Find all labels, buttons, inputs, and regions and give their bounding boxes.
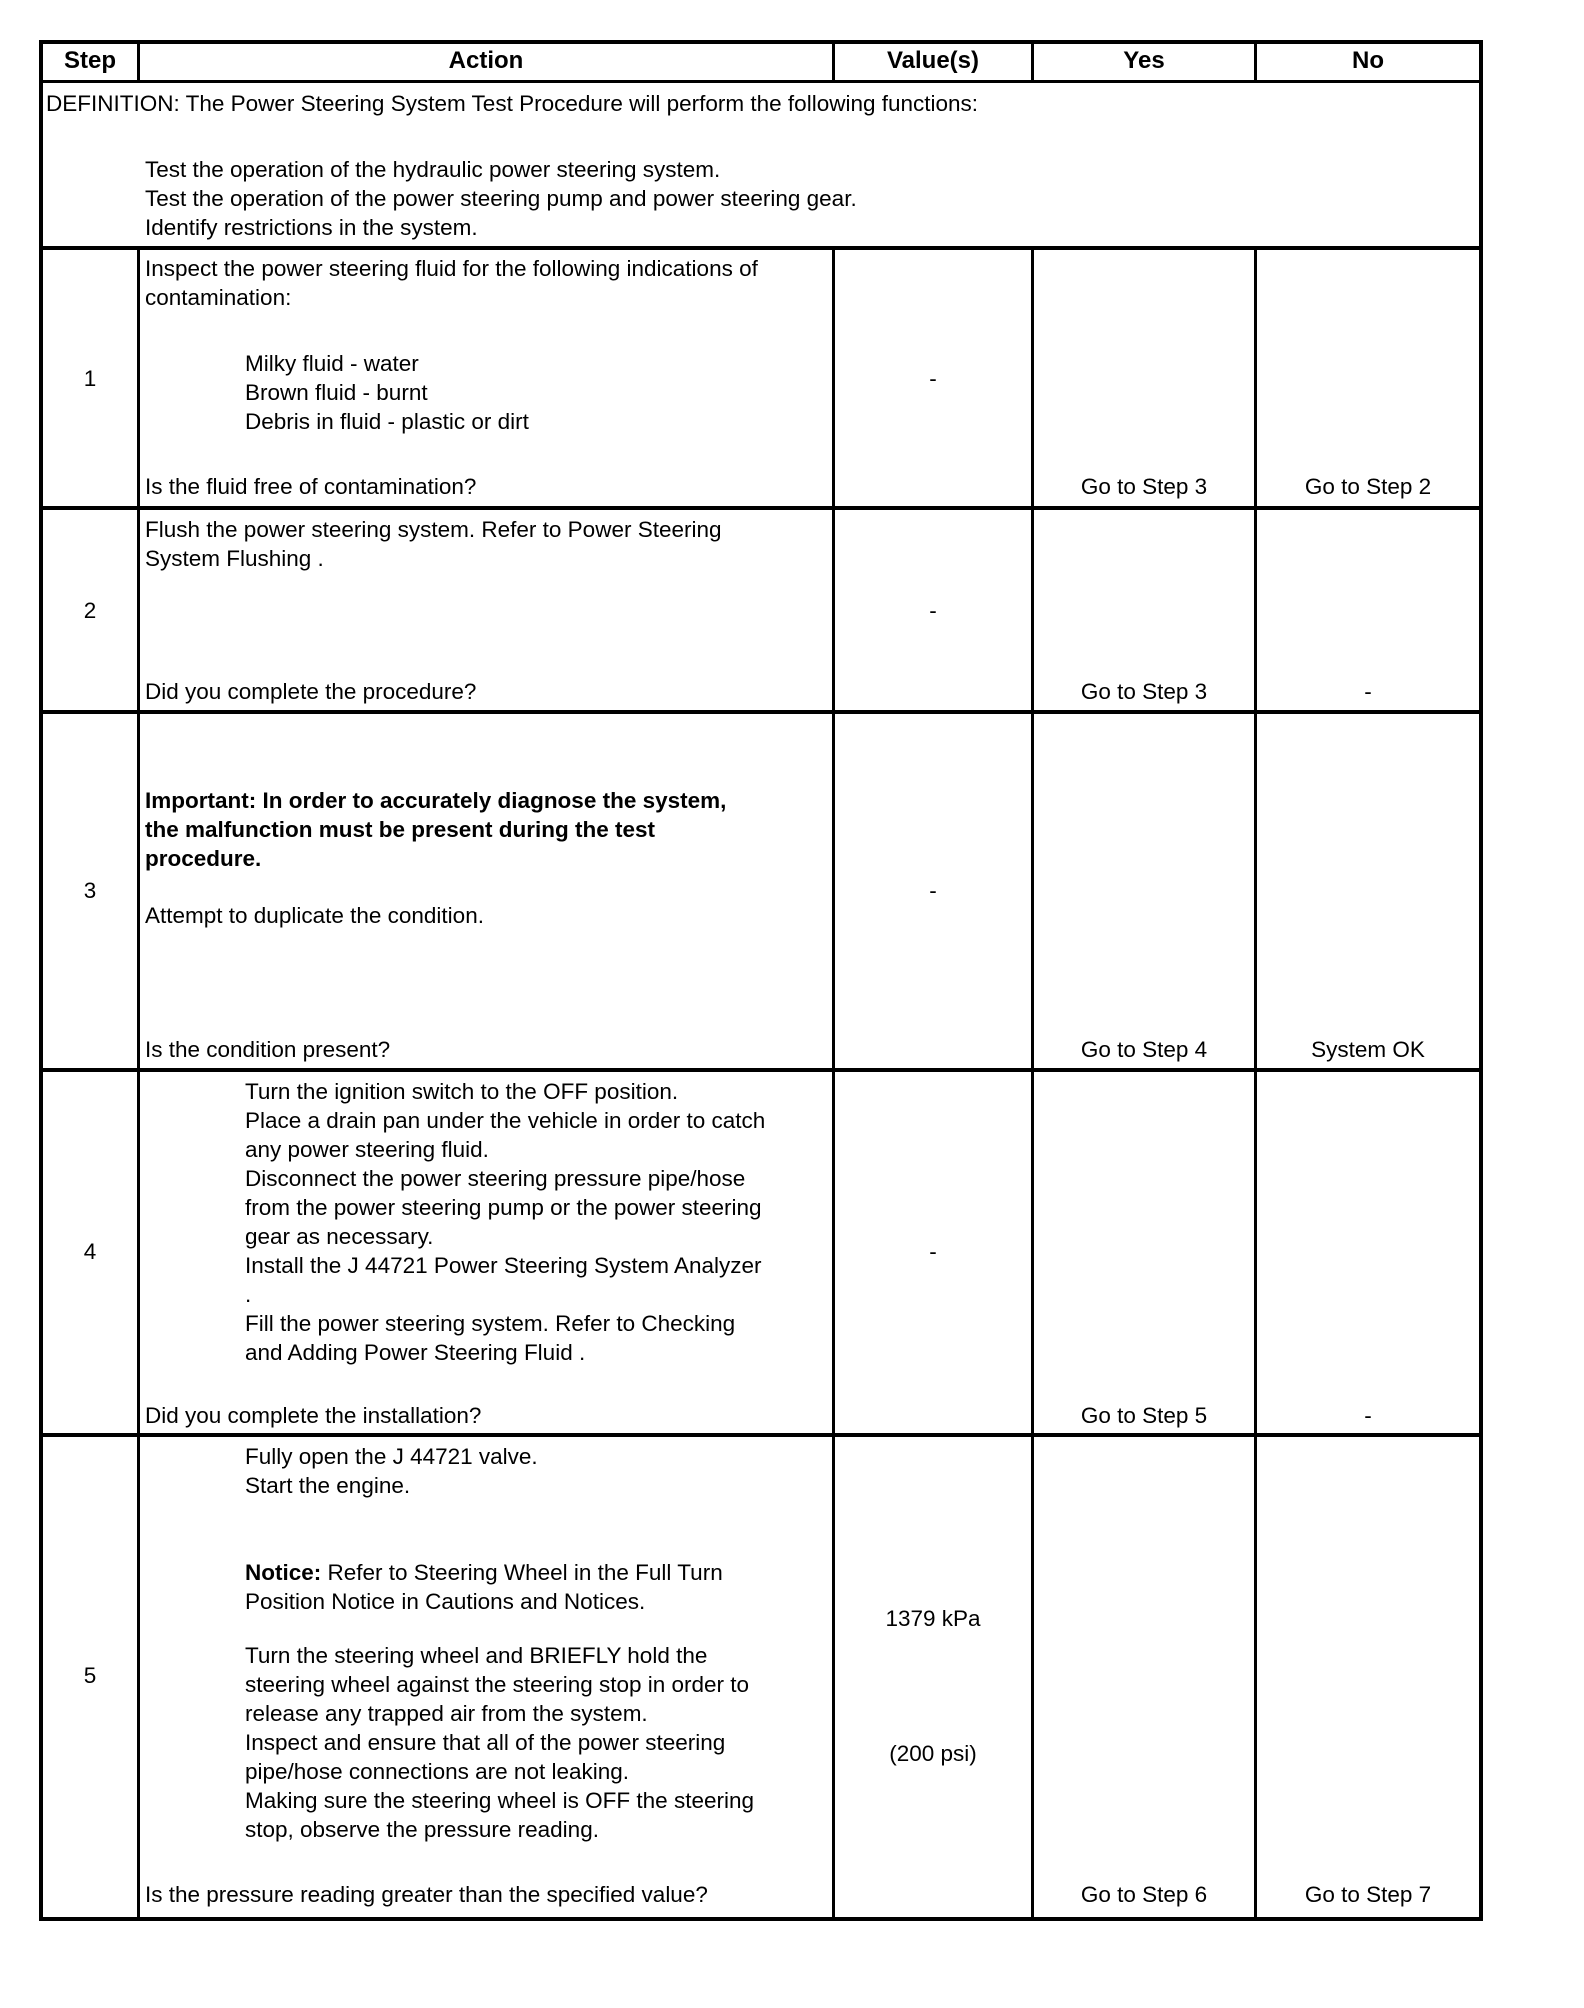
step-1-list <box>245 349 529 436</box>
step-5-no: Go to Step 7 <box>1304 1882 1432 1907</box>
step-4-no: - <box>1364 1403 1372 1428</box>
list-item: Inspect and ensure that all of the power steering <box>245 1730 726 1755</box>
col-divider-step <box>137 246 140 1921</box>
step-number: 3 <box>83 878 97 903</box>
step-4-yes: Go to Step 5 <box>1080 1403 1208 1428</box>
row-divider-1 <box>39 506 1483 510</box>
list-item: Disconnect the power steering pressure pipe/hose <box>245 1166 746 1191</box>
list-item: . <box>245 1282 252 1307</box>
list-item: pipe/hose connections are not leaking. <box>245 1759 630 1784</box>
important-line: the malfunction must be present during the test <box>145 817 656 842</box>
row-divider-3 <box>39 1068 1483 1072</box>
step-1-question: Is the fluid free of contamination? <box>145 474 477 499</box>
step-3-important <box>145 786 726 873</box>
diagnostic-table <box>39 40 1483 1921</box>
step-4-list <box>245 1077 765 1367</box>
table-border-bottom <box>39 1917 1483 1921</box>
step-1-intro-line: contamination: <box>145 285 292 310</box>
table-border-top <box>39 40 1483 44</box>
step-3-value: - <box>929 878 937 903</box>
list-item: Making sure the steering wheel is OFF the steering <box>245 1788 754 1813</box>
step-5-yes: Go to Step 6 <box>1080 1882 1208 1907</box>
notice-line: Position Notice in Cautions and Notices. <box>245 1589 646 1614</box>
list-item: Brown fluid - burnt <box>245 380 428 405</box>
step-5-value-psi: (200 psi) <box>889 1741 977 1766</box>
definition-title: DEFINITION: The Power Steering System Test Procedure will perform the following functions: <box>46 91 979 116</box>
header-step: Step <box>63 47 116 74</box>
step-2-intro-line: System Flushing . <box>145 546 324 571</box>
row-divider-2 <box>39 710 1483 714</box>
list-item: any power steering fluid. <box>245 1137 489 1162</box>
notice-text: Refer to Steering Wheel in the Full Turn <box>321 1560 723 1585</box>
notice-label: Notice: <box>245 1560 322 1585</box>
step-1-no: Go to Step 2 <box>1304 474 1432 499</box>
step-5-list-b <box>245 1641 754 1844</box>
list-item: Milky fluid - water <box>245 351 419 376</box>
step-number: 5 <box>83 1663 97 1688</box>
row-divider-4 <box>39 1433 1483 1437</box>
list-item: from the power steering pump or the power steering <box>245 1195 762 1220</box>
step-3-yes: Go to Step 4 <box>1080 1037 1208 1062</box>
step-number: 2 <box>83 598 97 623</box>
step-number: 4 <box>83 1239 97 1264</box>
list-item: steering wheel against the steering stop in order to <box>245 1672 750 1697</box>
step-5-notice <box>245 1558 723 1616</box>
step-3-no: System OK <box>1311 1037 1425 1062</box>
definition-item: Identify restrictions in the system. <box>145 215 478 240</box>
step-5-list-a <box>245 1442 538 1500</box>
step-2-intro <box>145 515 722 573</box>
header-divider <box>39 80 1483 83</box>
step-1-yes: Go to Step 3 <box>1080 474 1208 499</box>
header-action: Action <box>448 47 524 74</box>
list-item: Turn the ignition switch to the OFF position. <box>245 1079 679 1104</box>
list-item: stop, observe the pressure reading. <box>245 1817 599 1842</box>
step-4-value: - <box>929 1239 937 1264</box>
notice-line <box>245 1558 723 1587</box>
step-2-value: - <box>929 598 937 623</box>
col-divider-action <box>832 246 835 1921</box>
table-border-right <box>1479 40 1483 1921</box>
definition-item: Test the operation of the power steering pump and power steering gear. <box>145 186 857 211</box>
list-item: Turn the steering wheel and BRIEFLY hold the <box>245 1643 708 1668</box>
list-item: Fill the power steering system. Refer to Checking <box>245 1311 736 1336</box>
step-2-yes: Go to Step 3 <box>1080 679 1208 704</box>
list-item: Debris in fluid - plastic or dirt <box>245 409 529 434</box>
step-4-question: Did you complete the installation? <box>145 1403 482 1428</box>
step-5-question: Is the pressure reading greater than the specified value? <box>145 1882 708 1907</box>
step-3-question: Is the condition present? <box>145 1037 391 1062</box>
header-values: Value(s) <box>886 47 980 74</box>
definition-list <box>145 155 857 242</box>
list-item: gear as necessary. <box>245 1224 434 1249</box>
list-item: and Adding Power Steering Fluid . <box>245 1340 586 1365</box>
header-yes: Yes <box>1123 47 1165 74</box>
step-5-value-kpa: 1379 kPa <box>885 1606 981 1631</box>
list-item: Install the J 44721 Power Steering System Analyzer <box>245 1253 762 1278</box>
step-1-intro <box>145 254 758 312</box>
step-number: 1 <box>83 366 97 391</box>
list-item: Start the engine. <box>245 1473 411 1498</box>
definition-item: Test the operation of the hydraulic power steering system. <box>145 157 721 182</box>
step-1-value: - <box>929 366 937 391</box>
step-2-intro-line: Flush the power steering system. Refer to Power Steering <box>145 517 722 542</box>
step-2-question: Did you complete the procedure? <box>145 679 477 704</box>
important-line: procedure. <box>145 846 262 871</box>
step-2-no: - <box>1364 679 1372 704</box>
step-1-intro-line: Inspect the power steering fluid for the following indications of <box>145 256 758 281</box>
table-border-left <box>39 40 43 1921</box>
definition-divider <box>39 246 1483 250</box>
list-item: Place a drain pan under the vehicle in order to catch <box>245 1108 766 1133</box>
step-3-text: Attempt to duplicate the condition. <box>145 903 484 928</box>
list-item: release any trapped air from the system. <box>245 1701 648 1726</box>
important-line: Important: In order to accurately diagnose the system, <box>145 788 727 813</box>
header-no: No <box>1352 47 1384 74</box>
list-item: Fully open the J 44721 valve. <box>245 1444 538 1469</box>
